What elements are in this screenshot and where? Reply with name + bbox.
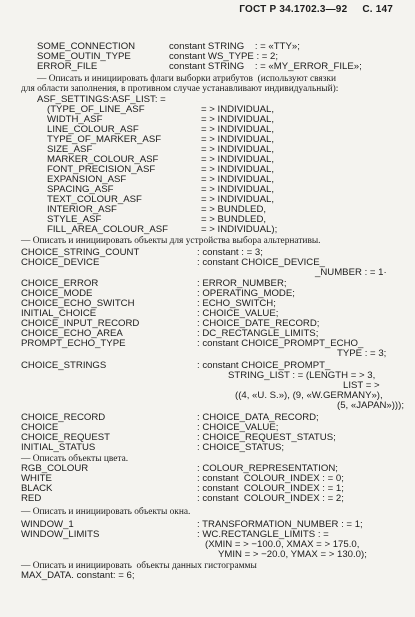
code-line: = > INDIVIDUAL, xyxy=(201,104,275,115)
code-line: RGB_COLOUR xyxy=(21,463,89,474)
code-line: = > INDIVIDUAL, xyxy=(201,114,275,125)
code-line: WINDOW_1 xyxy=(21,519,74,530)
code-line: MAX_DATA. constant: = 6; xyxy=(21,570,135,581)
code-line: STRING_LIST : = (LENGTH = > 3, xyxy=(228,370,376,381)
code-line: _NUMBER : = 1· xyxy=(315,267,387,278)
code-line: : COLOUR_REPRESENTATION; xyxy=(197,463,338,474)
code-line: LIST = > xyxy=(343,380,380,391)
page-header xyxy=(239,4,393,15)
code-line: : WC.RECTANGLE_LIMITS : = xyxy=(197,529,329,540)
code-line: WIDTH_ASF xyxy=(47,114,103,125)
code-line: constant WS_TYPE : = 2; xyxy=(169,51,279,62)
code-line: ((4, «U. S.»), (9, «W.GERMANY»), xyxy=(235,390,383,401)
code-line: : constant CHOICE_DEVICE_ xyxy=(197,257,325,268)
code-line: WINDOW_LIMITS xyxy=(21,529,100,540)
comment-line: — Описать и инициировать объекты окна. xyxy=(21,507,191,517)
code-line: : CHOICE_DATA_RECORD; xyxy=(197,412,319,423)
code-line: = > INDIVIDUAL, xyxy=(201,164,275,175)
code-line: STYLE_ASF xyxy=(47,214,102,225)
code-line: SIZE_ASF xyxy=(47,144,93,155)
code-line: SOME_CONNECTION xyxy=(37,41,136,52)
code-line: = > BUNDLED, xyxy=(201,214,267,225)
code-line: CHOICE_MODE xyxy=(21,288,93,299)
code-line: EXPANSION_ASF xyxy=(47,174,127,185)
code-line: : CHOICE_VALUE; xyxy=(197,308,279,319)
standard-title: ГОСТ Р 34.1702.3—92 xyxy=(239,4,348,15)
code-line: (XMIN = > −100.0, XMAX = > 175.0, xyxy=(205,539,360,550)
code-line: = > INDIVIDUAL, xyxy=(201,174,275,185)
code-line: = > INDIVIDUAL, xyxy=(201,154,275,165)
code-line: CHOICE_ERROR xyxy=(21,278,99,289)
code-line: BLACK xyxy=(21,483,53,494)
code-line: YMIN = > −20.0, YMAX = > 130.0); xyxy=(218,549,367,560)
code-line: : constant CHOICE_PROMPT_ xyxy=(197,360,331,371)
code-line: INITIAL_CHOICE xyxy=(21,308,97,319)
comment-line: — Описать и инициировать объекты данных гистограммы xyxy=(21,561,257,571)
code-line: CHOICE_REQUEST xyxy=(21,432,111,443)
comment-line: — Описать объекты цвета. xyxy=(21,454,129,464)
code-line: constant STRING : = «MY_ERROR_FILE»; xyxy=(169,61,362,72)
code-line: : constant COLOUR_INDEX : = 2; xyxy=(197,493,344,504)
code-line: INTERIOR_ASF xyxy=(47,204,117,215)
code-line: = > INDIVIDUAL, xyxy=(201,194,275,205)
code-line: CHOICE_INPUT_RECORD xyxy=(21,318,140,329)
code-line: = > INDIVIDUAL, xyxy=(201,134,275,145)
code-line: : CHOICE_STATUS; xyxy=(197,442,285,453)
code-line: CHOICE_DEVICE xyxy=(21,257,100,268)
comment-line: — Описать и инициировать объекты для устройства выбора альтернативы. xyxy=(21,236,321,246)
code-line: : DC_RECTANGLE_LIMITS; xyxy=(197,328,319,339)
code-line: : CHOICE_DATE_RECORD; xyxy=(197,318,320,329)
comment-line: для области заполнения, в противном случае устанавливают индивидуальный): xyxy=(21,84,339,94)
code-line: INITIAL_STATUS xyxy=(21,442,96,453)
code-line: = > INDIVIDUAL, xyxy=(201,184,275,195)
comment-line: — Описать и инициировать флаги выборки атрибутов (используют связки xyxy=(37,74,336,84)
code-line: (TYPE_OF_LINE_ASF xyxy=(47,104,145,115)
code-line: CHOICE_STRINGS xyxy=(21,360,107,371)
code-line: PROMPT_ECHO_TYPE xyxy=(21,338,126,349)
code-line: FILL_AREA_COLOUR_ASF xyxy=(47,224,169,235)
code-line: : ECHO_SWITCH; xyxy=(197,298,276,309)
code-line: : constant COLOUR_INDEX : = 0; xyxy=(197,473,344,484)
code-line: : OPERATING_MODE; xyxy=(197,288,295,299)
code-line: : CHOICE_REQUEST_STATUS; xyxy=(197,432,336,443)
code-line: = > INDIVIDUAL); xyxy=(201,224,278,235)
code-line: : constant COLOUR_INDEX : = 1; xyxy=(197,483,344,494)
code-line: constant STRING : = «TTY»; xyxy=(169,41,300,52)
code-line: : CHOICE_VALUE; xyxy=(197,422,279,433)
code-line: : constant CHOICE_PROMPT_ECHO_ xyxy=(197,338,364,349)
code-line: ASF_SETTINGS:ASF_LIST: = xyxy=(37,94,166,105)
code-line: WHITE xyxy=(21,473,52,484)
code-line: = > INDIVIDUAL, xyxy=(201,144,275,155)
page-number: С. 147 xyxy=(362,4,393,15)
code-line: CHOICE_ECHO_SWITCH xyxy=(21,298,135,309)
code-line: LINE_COLOUR_ASF xyxy=(47,124,139,135)
code-line: : ERROR_NUMBER; xyxy=(197,278,287,289)
code-line: SOME_OUTIN_TYPE xyxy=(37,51,131,62)
code-line: = > BUNDLED, xyxy=(201,204,267,215)
code-line: TEXT_COLOUR_ASF xyxy=(47,194,142,205)
code-line: CHOICE_ECHO_AREA xyxy=(21,328,123,339)
code-line: CHOICE_STRING_COUNT xyxy=(21,247,140,258)
code-line: CHOICE_RECORD xyxy=(21,412,106,423)
code-line: TYPE_OF_MARKER_ASF xyxy=(47,134,162,145)
code-line: ERROR_FILE xyxy=(37,61,98,72)
code-line: RED xyxy=(21,493,42,504)
code-line: FONT_PRECISION_ASF xyxy=(47,164,156,175)
code-line: : TRANSFORMATION_NUMBER : = 1; xyxy=(197,519,363,530)
code-line: MARKER_COLOUR_ASF xyxy=(47,154,159,165)
code-line: = > INDIVIDUAL, xyxy=(201,124,275,135)
code-line: CHOICE xyxy=(21,422,59,433)
code-line: TYPE : = 3; xyxy=(337,348,387,359)
code-line: : constant : = 3; xyxy=(197,247,263,258)
code-line: (5, «JAPAN»))); xyxy=(337,400,404,411)
code-line: SPACING_ASF xyxy=(47,184,114,195)
